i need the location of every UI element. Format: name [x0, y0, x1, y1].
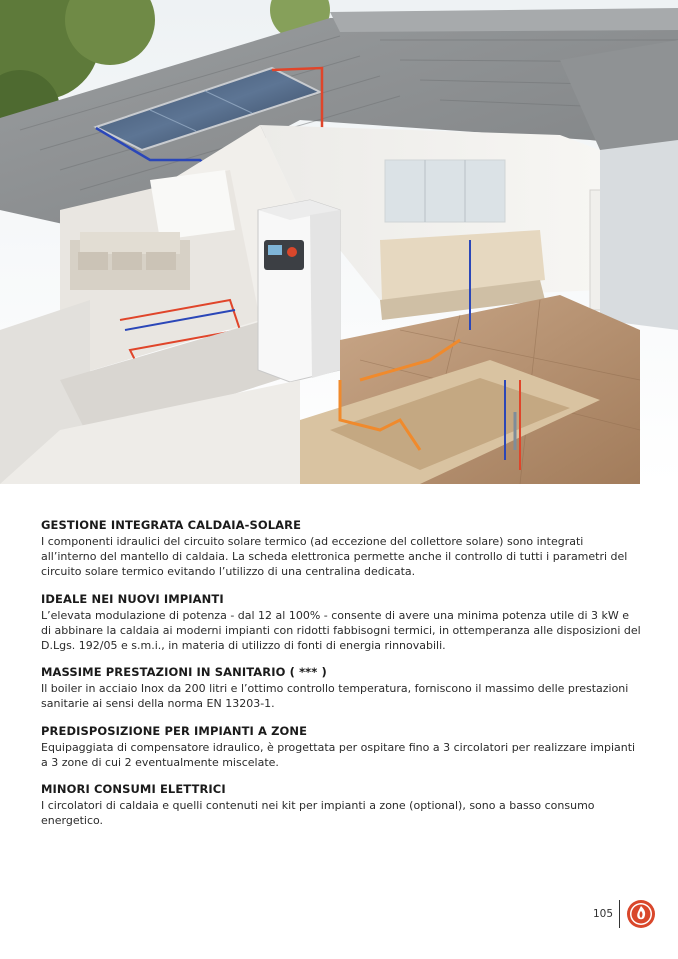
brand-flame-logo-icon: [626, 899, 656, 929]
feature-section: [41, 592, 641, 654]
page-footer: [593, 899, 656, 929]
feature-text: Equipaggiata di compensatore idraulico, è progettata per ospitare fino a 3 circolatori per realizzare impianti a 3 zone di cui 2 eventualmente miscelate.: [41, 740, 636, 769]
feature-text: L’elevata modulazione di potenza - dal 12 al 100% - consente di avere una minima potenza utile di 3 kW e di abbinare la caldaia ai moderni impianti con ridotti fabbisogni termici, in ottemperanza alle disposizioni del D.Lgs. 192/05 e s.m.i., in materia di utilizzo di fonti di energia rinnovabili.: [41, 608, 641, 653]
feature-text: Il boiler in acciaio Inox da 200 litri e l’ottimo controllo temperatura, forniscono il massimo delle prestazioni sanitarie ai sensi della norma EN 13203-1.: [41, 682, 629, 711]
feature-section: [41, 724, 641, 770]
feature-title: GESTIONE INTEGRATA CALDAIA-SOLARE: [41, 518, 302, 532]
feature-title: MASSIME PRESTAZIONI IN SANITARIO ( *** ): [41, 665, 327, 680]
boiler-unit: [258, 200, 340, 382]
page-number: 105: [592, 908, 613, 920]
feature-text: I circolatori di caldaia e quelli contenuti nei kit per impianti a zone (optional), sono a basso consumo energetico.: [41, 799, 595, 828]
feature-title: PREDISPOSIZIONE PER IMPIANTI A ZONE: [41, 723, 308, 738]
feature-title: IDEALE NEI NUOVI IMPIANTI: [41, 591, 224, 606]
feature-section: [41, 782, 641, 828]
feature-section: [41, 665, 641, 711]
feature-section: [41, 518, 641, 580]
feature-title: MINORI CONSUMI ELETTRICI: [41, 782, 226, 797]
feature-text: I componenti idraulici del circuito solare termico (ad eccezione del collettore solare) sono integrati all’interno del mantello di caldaia. La scheda elettronica permette anche il controllo di tutti i parametri del circuito solare termico evitando l’utilizzo di una centralina dedicata.: [41, 535, 628, 579]
features-list: [41, 518, 641, 840]
footer-divider: [619, 900, 620, 928]
